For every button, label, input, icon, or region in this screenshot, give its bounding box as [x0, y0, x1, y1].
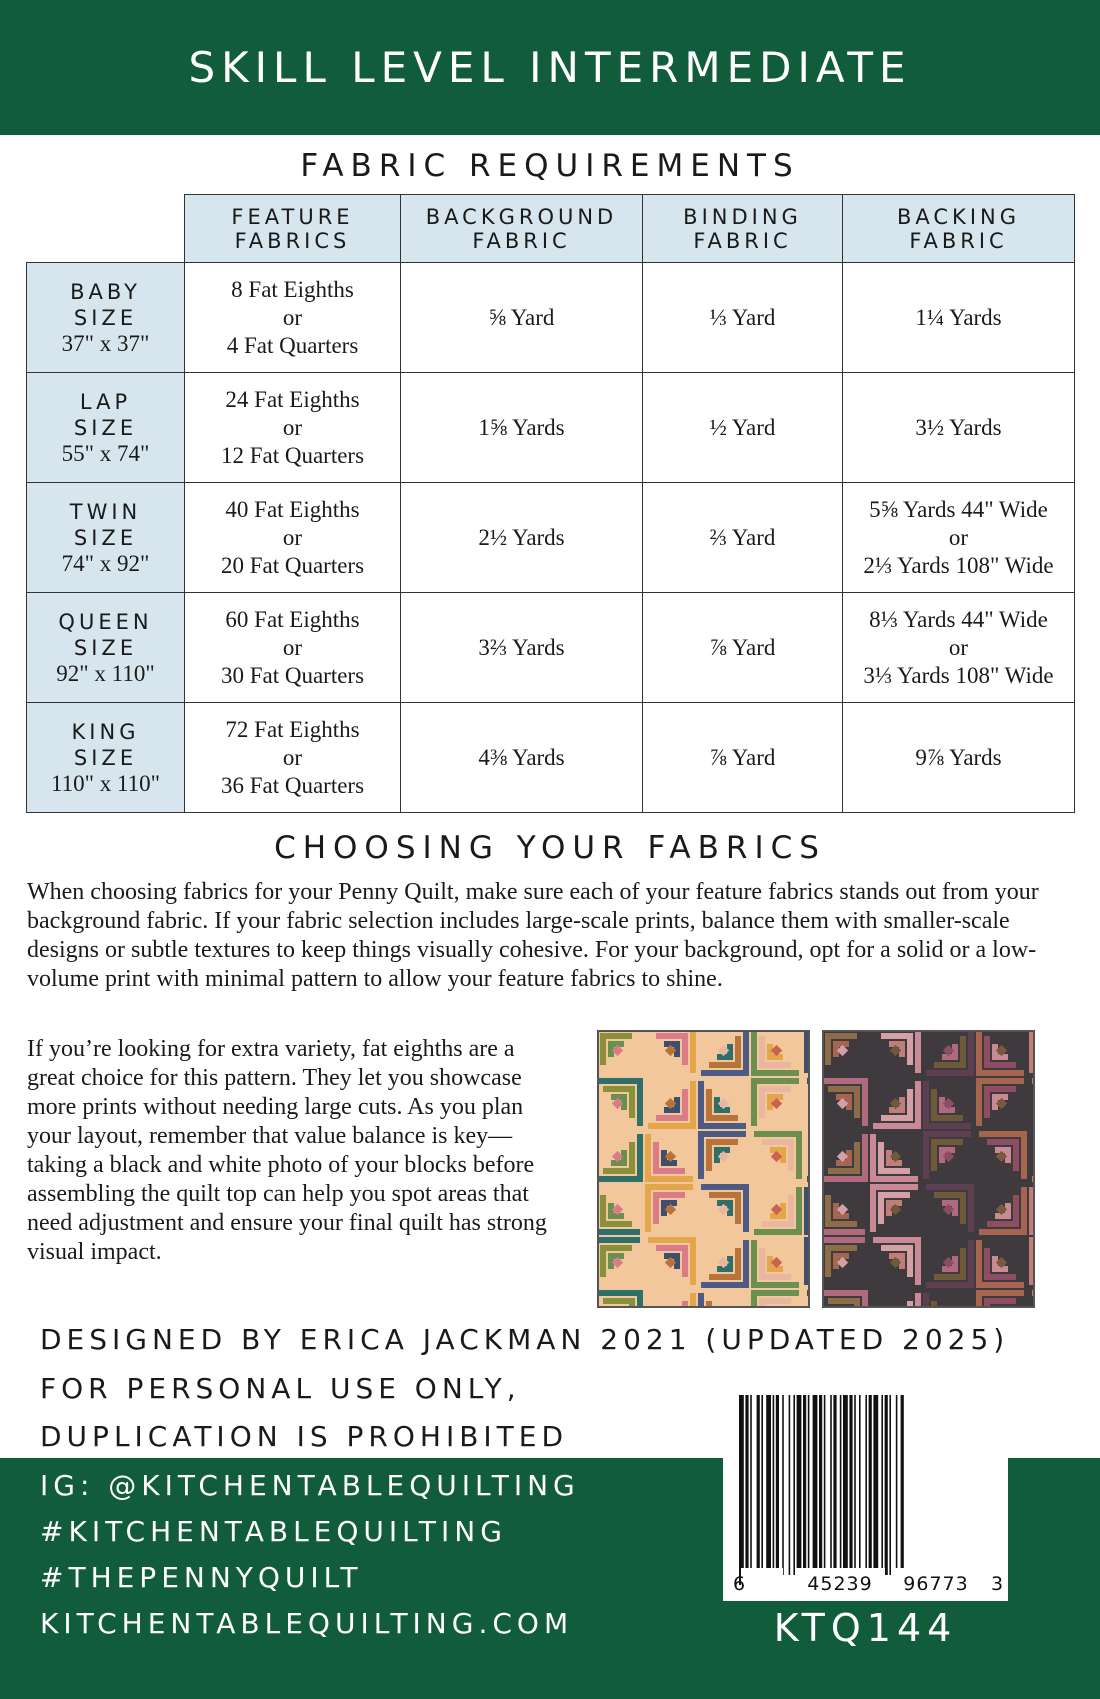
- backing-fabric-cell: [843, 703, 1075, 813]
- hashtag-thepennyquilt: #THEPENNYQUILT: [40, 1561, 363, 1594]
- cell-line: 4⅜ Yards: [478, 744, 565, 770]
- row-size-label: SIZE: [73, 415, 138, 440]
- cell-line: 5⅝ Yards 44" Wide: [869, 496, 1048, 522]
- row-header-king: [27, 703, 185, 813]
- cell-line: ⅝ Yard: [488, 304, 555, 330]
- cell-line: or: [282, 524, 303, 550]
- cell-line: 1¼ Yards: [915, 304, 1002, 330]
- feature-fabrics-cell: [185, 483, 401, 593]
- background-fabric-cell: [401, 703, 643, 813]
- table-row: [27, 373, 1075, 483]
- binding-fabric-cell: [643, 593, 843, 703]
- cell-line: 36 Fat Quarters: [220, 772, 365, 798]
- cell-line: 40 Fat Eighths: [225, 496, 360, 522]
- column-header-line: FABRIC: [909, 228, 1008, 253]
- cell-line: ⅓ Yard: [709, 304, 776, 330]
- designer-credit: DESIGNED BY ERICA JACKMAN 2021 (UPDATED 2025): [40, 1323, 1010, 1356]
- background-fabric-cell: [401, 373, 643, 483]
- background-fabric-cell: [401, 483, 643, 593]
- cell-line: or: [948, 524, 969, 550]
- row-size-dimensions: 74" x 92": [61, 550, 150, 576]
- row-size-dimensions: 55" x 74": [61, 440, 150, 466]
- row-size-name: TWIN: [69, 499, 142, 524]
- backing-fabric-cell: [843, 263, 1075, 373]
- duplication-notice: DUPLICATION IS PROHIBITED: [40, 1420, 569, 1453]
- fabric-requirements-table: [26, 194, 1075, 813]
- cell-line: 60 Fat Eighths: [225, 606, 360, 632]
- cell-line: ⅞ Yard: [709, 744, 776, 770]
- table-row: [27, 483, 1075, 593]
- hashtag-kitchentablequilting: #KITCHENTABLEQUILTING: [40, 1515, 507, 1548]
- cell-line: 3½ Yards: [915, 414, 1002, 440]
- table-row: [27, 593, 1075, 703]
- cell-line: or: [282, 304, 303, 330]
- row-size-name: BABY: [70, 279, 141, 304]
- variety-paragraph: If you’re looking for extra variety, fat eighths are a great choice for this pattern. They let you showcase more prints without needing large cuts. As you plan your layout, remember that value balance is key—taking a black and white photo of your blocks before assembling the quilt top can help you spot areas that need adjustment and ensure your final quilt has strong visual impact.: [27, 1036, 547, 1265]
- cell-line: 3⅓ Yards 108" Wide: [863, 662, 1054, 688]
- cell-line: 72 Fat Eighths: [225, 716, 360, 742]
- cell-line: or: [948, 634, 969, 660]
- feature-fabrics-cell: [185, 703, 401, 813]
- binding-fabric-cell: [643, 263, 843, 373]
- cell-line: 20 Fat Quarters: [220, 552, 365, 578]
- backing-fabric-cell: [843, 593, 1075, 703]
- column-header-backing: [843, 195, 1075, 263]
- cell-line: 30 Fat Quarters: [220, 662, 365, 688]
- personal-use-notice: FOR PERSONAL USE ONLY,: [40, 1372, 521, 1405]
- row-header-twin: [27, 483, 185, 593]
- cell-line: or: [282, 414, 303, 440]
- table-row: [27, 263, 1075, 373]
- instagram-handle: IG: @KITCHENTABLEQUILTING: [40, 1469, 580, 1502]
- column-header-line: BACKGROUND: [425, 204, 618, 229]
- row-header-queen: [27, 593, 185, 703]
- binding-fabric-cell: [643, 703, 843, 813]
- cell-line: 8 Fat Eighths: [231, 276, 354, 302]
- skill-level-banner: [0, 0, 1100, 135]
- feature-fabrics-cell: [185, 373, 401, 483]
- background-fabric-cell: [401, 593, 643, 703]
- row-size-label: SIZE: [73, 635, 138, 660]
- cell-line: 4 Fat Quarters: [226, 332, 359, 358]
- feature-fabrics-cell: [185, 263, 401, 373]
- barcode: [723, 1383, 1008, 1601]
- product-sku: KTQ144: [773, 1606, 958, 1650]
- row-size-name: KING: [71, 719, 140, 744]
- table-row: [27, 703, 1075, 813]
- row-size-name: LAP: [79, 389, 132, 414]
- binding-fabric-cell: [643, 373, 843, 483]
- column-header-line: FABRIC: [693, 228, 792, 253]
- website-url: KITCHENTABLEQUILTING.COM: [40, 1607, 574, 1640]
- column-header-binding: [643, 195, 843, 263]
- cell-line: 2⅓ Yards 108" Wide: [863, 552, 1054, 578]
- row-size-dimensions: 92" x 110": [56, 660, 155, 686]
- quilt-pattern-graphic: [599, 1032, 810, 1308]
- row-size-dimensions: 110" x 110": [50, 770, 161, 796]
- column-header-line: FEATURE: [231, 204, 354, 229]
- column-header-line: BINDING: [683, 204, 802, 229]
- cell-line: 9⅞ Yards: [915, 744, 1002, 770]
- row-size-label: SIZE: [73, 525, 138, 550]
- column-header-line: FABRICS: [234, 228, 351, 253]
- quilt-pattern-graphic: [824, 1032, 1035, 1308]
- cell-line: ½ Yard: [709, 414, 776, 440]
- cell-line: 8⅓ Yards 44" Wide: [869, 606, 1048, 632]
- choosing-fabrics-paragraph: When choosing fabrics for your Penny Quilt, make sure each of your feature fabrics stands out from your background fabric. If your fabric selection includes large-scale prints, balance them with smaller-scale designs or subtle textures to keep things visually cohesive. For your background, opt for a solid or a low-volume print with minimal pattern to allow your feature fabrics to shine.: [27, 879, 1039, 992]
- barcode-digits-group1: 45239: [807, 1573, 873, 1595]
- cell-line: 3⅔ Yards: [478, 634, 565, 660]
- row-size-name: QUEEN: [58, 609, 153, 634]
- barcode-digit-right: 3: [991, 1573, 1004, 1595]
- backing-fabric-cell: [843, 483, 1075, 593]
- cell-line: 12 Fat Quarters: [220, 442, 365, 468]
- cell-line: 24 Fat Eighths: [225, 386, 360, 412]
- cell-line: or: [282, 744, 303, 770]
- column-header-background: [401, 195, 643, 263]
- backing-fabric-cell: [843, 373, 1075, 483]
- feature-fabrics-cell: [185, 593, 401, 703]
- barcode-digit-left: 6: [733, 1573, 746, 1595]
- cell-line: ⅞ Yard: [709, 634, 776, 660]
- cell-line: 2½ Yards: [478, 524, 565, 550]
- barcode-graphic: [723, 1383, 1008, 1601]
- table-header-row: [27, 195, 1075, 263]
- cell-line: ⅔ Yard: [709, 524, 776, 550]
- row-size-label: SIZE: [73, 745, 138, 770]
- quilt-image-dusty: [822, 1030, 1035, 1308]
- table-corner: [27, 195, 185, 263]
- row-header-baby: [27, 263, 185, 373]
- cell-line: or: [282, 634, 303, 660]
- row-size-dimensions: 37" x 37": [61, 330, 150, 356]
- quilt-image-warm: [597, 1030, 810, 1308]
- binding-fabric-cell: [643, 483, 843, 593]
- row-header-lap: [27, 373, 185, 483]
- cell-line: 1⅝ Yards: [478, 414, 565, 440]
- row-size-label: SIZE: [73, 305, 138, 330]
- column-header-line: FABRIC: [472, 228, 571, 253]
- choosing-fabrics-title: CHOOSING YOUR FABRICS: [274, 830, 826, 866]
- barcode-digits-group2: 96773: [903, 1573, 969, 1595]
- skill-level-text: SKILL LEVEL INTERMEDIATE: [188, 43, 912, 92]
- column-header-feature: [185, 195, 401, 263]
- background-fabric-cell: [401, 263, 643, 373]
- fabric-requirements-title: FABRIC REQUIREMENTS: [300, 148, 800, 184]
- column-header-line: BACKING: [896, 204, 1020, 229]
